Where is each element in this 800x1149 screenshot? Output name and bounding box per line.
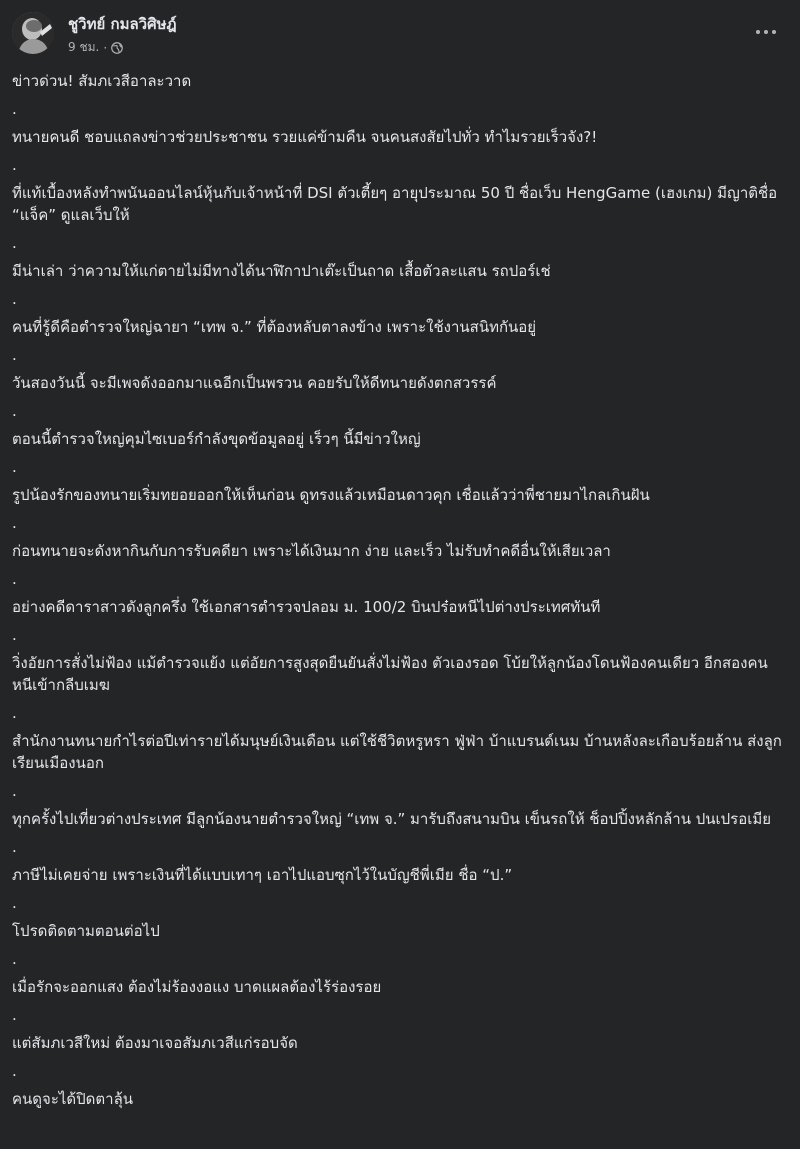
- paragraph-separator: .: [12, 894, 17, 912]
- globe-icon[interactable]: [111, 42, 123, 54]
- paragraph-separator: .: [12, 402, 17, 420]
- post-header: [0, 0, 800, 64]
- paragraph-separator: .: [12, 782, 17, 800]
- post-paragraph: ก่อนทนายจะดังหากินกับการรับคดียา เพราะได้เงินมาก ง่าย และเร็ว ไม่รับทำคดีอื่นให้เสียเวลา: [12, 542, 611, 560]
- paragraph-separator: .: [12, 458, 17, 476]
- post-paragraph: รูปน้องรักของทนายเริ่มทยอยออกให้เห็นก่อน ดูทรงแล้วเหมือนดาวคุก เชื่อแล้วว่าพี่ชายมาไกลเกินฝัน: [12, 486, 650, 504]
- post-paragraph: วันสองวันนี้ จะมีเพจดังออกมาแฉอีกเป็นพรวน คอยรับให้ดีทนายดังตกสวรรค์: [12, 374, 497, 392]
- more-options-button[interactable]: [748, 20, 784, 44]
- post-paragraph: ข่าวด่วน! สัมภเวสีอาละวาด: [12, 72, 192, 90]
- paragraph-separator: .: [12, 704, 17, 722]
- paragraph-separator: .: [12, 514, 17, 532]
- author-name[interactable]: ชูวิทย์ กมลวิศิษฎ์: [68, 15, 177, 33]
- meta-separator: ·: [103, 40, 108, 55]
- paragraph-separator: .: [12, 1062, 17, 1080]
- post-paragraph: อย่างคดีดาราสาวดังลูกครึ่ง ใช้เอกสารตำรวจปลอม ม. 100/2 บินปร๋อหนีไปต่างประเทศทันที: [12, 598, 601, 616]
- more-dot-icon: [756, 30, 760, 34]
- post-meta: [68, 38, 123, 57]
- paragraph-separator: .: [12, 1006, 17, 1024]
- paragraph-separator: .: [12, 346, 17, 364]
- more-dot-icon: [772, 30, 776, 34]
- post-paragraph: มีน่าเล่า ว่าความให้แก่ตายไม่มีทางได้นาฬิกาปาเต๊ะเป็นถาด เสื้อตัวละแสน รถปอร์เช่: [12, 262, 551, 280]
- paragraph-separator: .: [12, 838, 17, 856]
- post-paragraph: ที่แท้เบื้องหลังทำพนันออนไลน์หุ้นกับเจ้าหน้าที่ DSI ตัวเตี้ยๆ อายุประมาณ 50 ปี ชื่อเว็บ HengGame (เฮงเกม) มีญาติชื่อ “แจ็ค” ดูแลเว็บให้: [12, 184, 778, 224]
- paragraph-separator: .: [12, 626, 17, 644]
- post-paragraph: สำนักงานทนายกำไรต่อปีเท่ารายได้มนุษย์เงินเดือน แต่ใช้ชีวิตหรูหรา ฟู่ฟ่า บ้าแบรนด์เนม บ้านหลังละเกือบร้อยล้าน ส่งลูกเรียนเมืองนอก: [12, 732, 782, 772]
- post-paragraph: ตอนนี้ตำรวจใหญ่คุมไซเบอร์กำลังขุดข้อมูลอยู่ เร็วๆ นี้มีข่าวใหญ่: [12, 430, 421, 448]
- paragraph-separator: .: [12, 234, 17, 252]
- more-dot-icon: [764, 30, 768, 34]
- post-paragraph: ทนายคนดี ชอบแถลงข่าวช่วยประชาชน รวยแค่ข้ามคืน จนคนสงสัยไปทั่ว ทำไมรวยเร็วจัง?!: [12, 128, 598, 146]
- post-paragraph: โปรดติดตามตอนต่อไป: [12, 922, 160, 940]
- post-timestamp[interactable]: 9 ชม.: [68, 40, 100, 54]
- paragraph-separator: .: [12, 290, 17, 308]
- post-paragraph: ภาษีไม่เคยจ่าย เพราะเงินที่ได้แบบเทาๆ เอาไปแอบซุกไว้ในบัญชีพี่เมีย ชื่อ “ป.”: [12, 866, 513, 884]
- post-body: [12, 70, 782, 1110]
- post-paragraph: คนที่รู้ดีคือตำรวจใหญ่ฉายา “เทพ จ.” ที่ต้องหลับตาลงข้าง เพราะใช้งานสนิทกันอยู่: [12, 318, 537, 336]
- post-paragraph: แต่สัมภเวสีใหม่ ต้องมาเจอสัมภเวสีแก่รอบจัด: [12, 1034, 298, 1052]
- avatar[interactable]: [12, 12, 54, 54]
- paragraph-separator: .: [12, 570, 17, 588]
- post-paragraph: เมื่อรักจะออกแสง ต้องไม่ร้องงอแง บาดแผลต้องไร้ร่องรอย: [12, 978, 382, 996]
- paragraph-separator: .: [12, 100, 17, 118]
- post-paragraph: คนดูจะได้ปิดตาลุ้น: [12, 1090, 134, 1108]
- paragraph-separator: .: [12, 950, 17, 968]
- post-paragraph: ทุกครั้งไปเที่ยวต่างประเทศ มีลูกน้องนายตำรวจใหญ่ “เทพ จ.” มารับถึงสนามบิน เข็นรถให้ ช็อปปิ้งหลักล้าน ปนเปรอเมีย: [12, 810, 772, 828]
- post-paragraph: วิ่งอัยการสั่งไม่ฟ้อง แม้ตำรวจแย้ง แต่อัยการสูงสุดยืนยันสั่งไม่ฟ้อง ตัวเองรอด โบ้ยให้ลูกน้องโดนฟ้องคนเดียว อีกสองคนหนีเข้ากลีบเมฆ: [12, 654, 768, 694]
- paragraph-separator: .: [12, 156, 17, 174]
- avatar-photo-icon: [12, 12, 54, 54]
